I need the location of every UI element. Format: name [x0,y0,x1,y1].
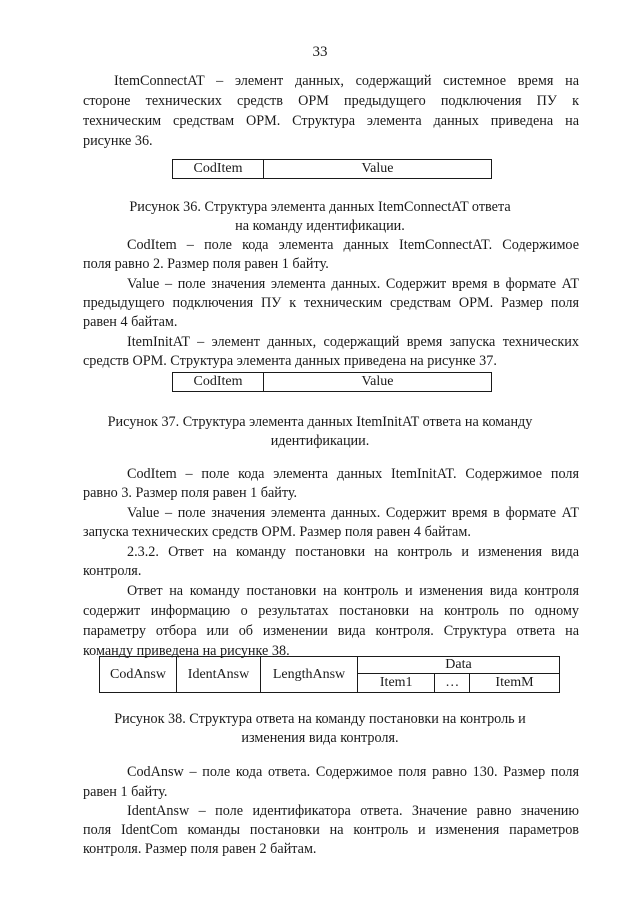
text-line: предыдущего подключения ПУ к техническим средствам ОРМ. Размер поля [83,295,579,311]
text-line: средств ОРМ. Структура элемента данных приведена на рисунке 37. [83,353,497,369]
text-line: CodItem – поле кода элемента данных ItemInitAT. Содержимое поля [127,466,579,482]
figure-caption: Рисунок 36. Структура элемента данных ItemConnectAT ответа [129,199,511,215]
page-number: 33 [312,44,328,60]
table-cell-lengthansw: LengthAnsw [261,657,358,693]
text-line: Value – поле значения элемента данных. Содержит время в формате AT [127,505,579,521]
text-line: рисунке 36. [83,133,153,149]
table-cell-item1: Item1 [358,674,435,693]
text-line: Value – поле значения элемента данных. Содержит время в формате AT [127,276,579,292]
text-line: равен 1 байту. [83,784,168,800]
text-line: IdentAnsw – поле идентификатора ответа. Значение равно значению [127,803,579,819]
table-cell-value: Value [264,373,492,392]
figure-38-table [99,656,560,693]
table-cell-coditem: CodItem [173,160,264,179]
text-line: равно 3. Размер поля равен 1 байту. [83,485,298,501]
text-line: CodItem – поле кода элемента данных ItemConnectAT. Содержимое [127,237,579,253]
text-line: запуска технических средств ОРМ. Размер поля равен 4 байтам. [83,524,471,540]
figure-caption: на команду идентификации. [235,218,405,234]
text-line: Ответ на команду постановки на контроль и изменения вида контроля [127,583,579,599]
text-line: поля равно 2. Размер поля равен 1 байту. [83,256,329,272]
text-line: параметру отбора или об изменении вида контроля. Структура ответа на [83,623,579,639]
text-line: равен 4 байтам. [83,314,178,330]
figure-37-table [172,372,492,392]
figure-caption: Рисунок 37. Структура элемента данных ItemInitAT ответа на команду [107,414,533,430]
table-cell-codansw: CodAnsw [100,657,177,693]
table-cell-identansw: IdentAnsw [177,657,261,693]
text-line: содержит информацию о результатах постановки на контроль по одному [83,603,579,619]
table-cell-value: Value [264,160,492,179]
text-line: команду приведена на рисунке 38. [83,643,290,659]
figure-caption: изменения вида контроля. [241,730,399,746]
figure-caption: Рисунок 38. Структура ответа на команду постановки на контроль и [114,711,526,727]
text-line: ItemInitAT – элемент данных, содержащий время запуска технических [127,334,579,350]
figure-36-table [172,159,492,179]
table-cell-data: Data [358,657,560,674]
section-heading: 2.3.2. Ответ на команду постановки на контроль и изменения вида [127,544,579,560]
text-line: техническим средствам ОРМ. Структура элемента данных приведена на [83,113,579,129]
section-heading: контроля. [83,563,142,579]
text-line: CodAnsw – поле кода ответа. Содержимое поля равно 130. Размер поля [127,764,579,780]
text-line: ItemConnectAT – элемент данных, содержащий системное время на [114,73,579,89]
text-line: стороне технических средств ОРМ предыдущего подключения ПУ к [83,93,579,109]
text-line: поля IdentCom команды постановки на контроль и изменения параметров [83,822,579,838]
table-cell-ellipsis: … [435,674,470,693]
text-line: контроля. Размер поля равен 2 байтам. [83,841,317,857]
figure-caption: идентификации. [270,433,370,449]
table-cell-itemm: ItemM [469,674,559,693]
table-cell-coditem: CodItem [173,373,264,392]
